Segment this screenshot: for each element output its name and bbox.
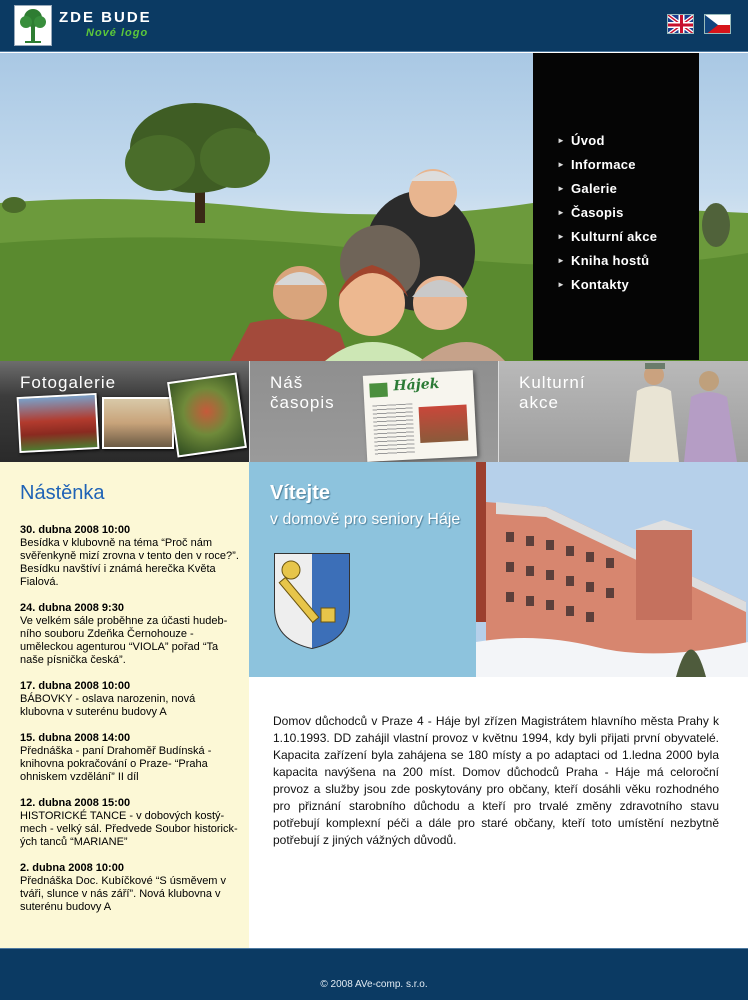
menu-item-kniha-hostu[interactable] bbox=[557, 253, 657, 277]
news-text: Ve velkém sále proběhne za účasti hudeb-ního souboru Zdeňka Černohouze - uměleckou agenturou “VIOLA” pořad “Ta naše písnička česká”. bbox=[20, 615, 228, 666]
magazine-title: Hájek bbox=[392, 375, 440, 395]
main-menu bbox=[533, 53, 699, 360]
banner-casopis-line2: časopis bbox=[270, 393, 335, 412]
news-text: HISTORICKÉ TANCE - v dobových kostý-mech - velký sál. Předvede Soubor historick-ých tanců “MARIANE” bbox=[20, 810, 238, 848]
notice-board bbox=[0, 462, 249, 948]
logo-subtitle: Nové logo bbox=[86, 27, 149, 39]
magazine-logo-icon bbox=[369, 383, 388, 398]
welcome-subheading: v domově pro seniory Háje bbox=[270, 511, 461, 528]
footer bbox=[0, 948, 748, 1000]
news-item bbox=[20, 680, 242, 719]
gallery-photo-flowers bbox=[167, 372, 247, 457]
english-flag-icon[interactable] bbox=[667, 14, 694, 34]
menu-label: Kulturní akce bbox=[571, 229, 658, 244]
banner-fotogalerie-label: Fotogalerie bbox=[20, 373, 117, 392]
menu-label: Časopis bbox=[571, 205, 624, 220]
notice-board-title: Nástěnka bbox=[20, 482, 105, 504]
magazine-photo bbox=[419, 405, 469, 443]
news-date: 2. dubna 2008 10:00 bbox=[20, 862, 124, 874]
menu-item-kulturni-akce[interactable] bbox=[557, 229, 657, 253]
menu-item-kontakty[interactable] bbox=[557, 277, 657, 301]
news-item bbox=[20, 524, 242, 589]
copyright: © 2008 AVe-comp. s.r.o. bbox=[320, 979, 428, 990]
banner-fotogalerie[interactable] bbox=[0, 361, 249, 462]
menu-label: Kniha hostů bbox=[571, 253, 650, 268]
banner-casopis-line1: Náš bbox=[270, 373, 304, 392]
menu-label: Kontakty bbox=[571, 277, 630, 292]
welcome-heading: Vítejte bbox=[270, 482, 331, 504]
arrow-right-icon: ► bbox=[557, 160, 566, 169]
banner-kulturni-akce-label bbox=[519, 373, 586, 413]
news-date: 17. dubna 2008 10:00 bbox=[20, 680, 131, 692]
news-text: Přednáška Doc. Kubíčkové “S úsměvem v tváři, slunce v nás září”. Nová klubovna v suterénu budovy A bbox=[20, 875, 227, 913]
coat-of-arms-icon bbox=[273, 552, 351, 650]
header bbox=[0, 0, 748, 52]
news-date: 24. dubna 2008 9:30 bbox=[20, 602, 124, 614]
news-text: BÁBOVKY - oslava narozenin, nová klubovna v suterénu budovy A bbox=[20, 693, 196, 718]
news-item bbox=[20, 797, 242, 849]
news-text: Besídka v klubovně na téma “Proč nám svěřenkyně mizí zrovna v tento den v roce?”. Besídku navštíví i známá herečka Květa Fialová. bbox=[20, 537, 239, 588]
arrow-right-icon: ► bbox=[557, 256, 566, 265]
arrow-right-icon: ► bbox=[557, 136, 566, 145]
news-text: Přednáška - paní Drahoměř Budínská - knihovna pokračování o Praze- “Praha ohniskem vzdělání” II díl bbox=[20, 745, 212, 783]
menu-label: Úvod bbox=[571, 133, 605, 148]
building-photo bbox=[476, 462, 748, 677]
news-list bbox=[20, 524, 242, 927]
banner-kulturni-akce[interactable] bbox=[498, 361, 748, 462]
banner-casopis-label bbox=[270, 373, 335, 413]
logo-title: ZDE BUDE bbox=[59, 9, 152, 26]
news-date: 12. dubna 2008 15:00 bbox=[20, 797, 131, 809]
banner-kultura-line1: Kulturní bbox=[519, 373, 586, 392]
menu-label: Informace bbox=[571, 157, 636, 172]
arrow-right-icon: ► bbox=[557, 184, 566, 193]
arrow-right-icon: ► bbox=[557, 232, 566, 241]
news-date: 30. dubna 2008 10:00 bbox=[20, 524, 131, 536]
banner-casopis[interactable] bbox=[249, 361, 498, 462]
news-item bbox=[20, 862, 242, 914]
menu-label: Galerie bbox=[571, 181, 618, 196]
logo-tree-icon[interactable] bbox=[14, 5, 52, 46]
banner-kultura-line2: akce bbox=[519, 393, 559, 412]
arrow-right-icon: ► bbox=[557, 208, 566, 217]
gallery-photo-building bbox=[17, 393, 100, 453]
menu-item-uvod[interactable] bbox=[557, 133, 657, 157]
menu-item-informace[interactable] bbox=[557, 157, 657, 181]
news-item bbox=[20, 732, 242, 784]
news-item bbox=[20, 602, 242, 667]
magazine-cover bbox=[363, 370, 477, 462]
building-illustration bbox=[476, 462, 748, 677]
arrow-right-icon: ► bbox=[557, 280, 566, 289]
news-date: 15. dubna 2008 14:00 bbox=[20, 732, 131, 744]
menu-item-casopis[interactable] bbox=[557, 205, 657, 229]
welcome-panel bbox=[249, 462, 476, 677]
gallery-photo-people bbox=[102, 397, 174, 449]
magazine-text-lines bbox=[372, 403, 415, 455]
intro-paragraph: Domov důchodců v Praze 4 - Háje byl zřízen Magistrátem hlavního města Prahy k 1.10.1993. DD zahájil vlastní provoz v květnu 1994, kdy byli přijati první obyvatelé. Kapacita zařízení byla zahájena se 180 místy a po adaptaci od 1.ledna 2000 byla kapacita navýšena na 200 míst. Domov důchodců Praha - Háje má celoroční provoz a služby jsou zde poskytovány pro občany, kteří dosáhli věku rozhodného pro přiznání starobního důchodu a kteří pro trvalé změny zdravotního stavu potřebují komplexní péči a dále pro staré občany, kteří toto umístění nezbytně potřebují z jiných vážných důvodů. bbox=[273, 714, 719, 847]
elderly-couple-illustration bbox=[609, 361, 748, 462]
menu-item-galerie[interactable] bbox=[557, 181, 657, 205]
czech-flag-icon[interactable] bbox=[704, 14, 731, 34]
